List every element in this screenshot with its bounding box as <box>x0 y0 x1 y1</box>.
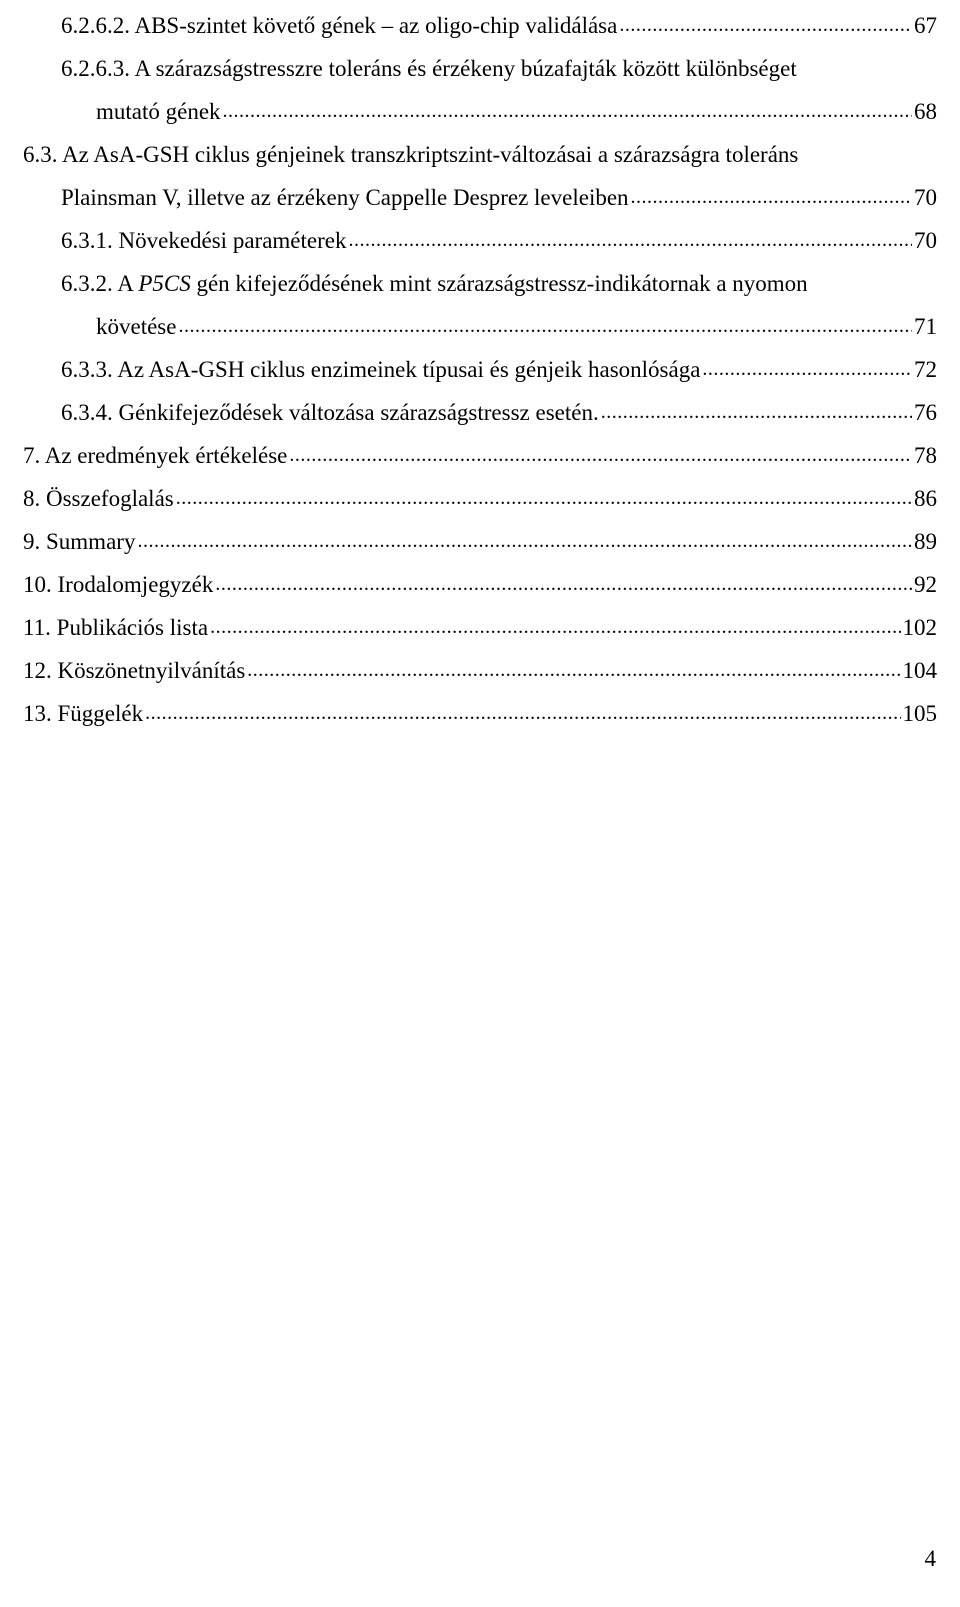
toc-entry-6-3[interactable] <box>61 183 937 213</box>
toc-entry-page: 102 <box>902 615 937 640</box>
toc-entry-title: 11. Publikációs lista <box>23 615 209 640</box>
toc-entry-6-2-6-2[interactable] <box>61 11 937 41</box>
toc-entry-title: 12. Köszönetnyilvánítás <box>23 658 246 683</box>
dot-leader <box>210 613 900 643</box>
dot-leader <box>215 570 912 600</box>
toc-entry-title: 6.3.1. Növekedési paraméterek <box>61 228 347 253</box>
toc-entry-page: 70 <box>914 228 937 253</box>
toc-entry-8[interactable] <box>23 484 937 514</box>
toc-entry-title: 13. Függelék <box>23 701 144 726</box>
toc-entry-suffix: gén kifejeződésének mint szárazságstressz-indikátornak a nyomon <box>190 271 808 296</box>
toc-entry-page: 70 <box>914 185 937 210</box>
toc-entry-title: 7. Az eredmények értékelése <box>23 443 288 468</box>
dot-leader <box>137 527 912 557</box>
toc-entry-title: követése <box>96 314 177 339</box>
toc-entry-title: 6.2.6.2. ABS-szintet követő gének – az oligo-chip validálása <box>61 13 618 38</box>
toc-entry-title: 6.3.4. Génkifejeződések változása szárazságstressz esetén. <box>61 400 599 425</box>
toc-entry-prefix: 6.3.2. A <box>61 271 139 296</box>
toc-entry-6-3-2[interactable] <box>96 312 937 342</box>
toc-entry-page: 78 <box>914 443 937 468</box>
toc-entry-title: 6.3.3. Az AsA-GSH ciklus enzimeinek típusai és génjeik hasonlósága <box>61 357 701 382</box>
dot-leader <box>619 11 912 41</box>
dot-leader <box>631 183 912 213</box>
toc-entry-title: mutató gének <box>96 99 221 124</box>
gene-name: P5CS <box>138 271 191 296</box>
toc-entry-title: 8. Összefoglalás <box>23 486 174 511</box>
toc-entry-6-3-3[interactable] <box>61 355 937 385</box>
toc-entry-12[interactable] <box>23 656 937 686</box>
toc-entry-6-3-1[interactable] <box>61 226 937 256</box>
toc-entry-page: 86 <box>914 486 937 511</box>
toc-entry-13[interactable] <box>23 699 937 729</box>
toc-entry-page: 92 <box>914 572 937 597</box>
page-number: 4 <box>924 1546 936 1571</box>
toc-entry-page: 104 <box>902 658 937 683</box>
toc-entry-page: 105 <box>902 701 937 726</box>
dot-leader <box>176 484 912 514</box>
dot-leader <box>348 226 912 256</box>
dot-leader <box>178 312 912 342</box>
toc-entry-6-3-2-line1[interactable] <box>61 269 808 299</box>
toc-entry-page: 71 <box>914 314 937 339</box>
toc-entry-9[interactable] <box>23 527 937 557</box>
toc-entry-title: Plainsman V, illetve az érzékeny Cappelle Desprez leveleiben <box>61 185 629 210</box>
toc-entry-page: 89 <box>914 529 937 554</box>
dot-leader <box>601 398 912 428</box>
toc-entry-11[interactable] <box>23 613 937 643</box>
toc-entry-page: 72 <box>914 357 937 382</box>
toc-entry-6-3-4[interactable] <box>61 398 937 428</box>
toc-entry-title: 9. Summary <box>23 529 136 554</box>
table-of-contents <box>0 0 960 760</box>
dot-leader <box>289 441 912 471</box>
dot-leader <box>223 97 912 127</box>
toc-entry-10[interactable] <box>23 570 937 600</box>
toc-entry-title: 10. Irodalomjegyzék <box>23 572 214 597</box>
toc-entry-page: 67 <box>914 13 937 38</box>
toc-entry-page: 68 <box>914 99 937 124</box>
toc-entry-6-2-6-3-line1[interactable]: 6.2.6.3. A szárazságstresszre toleráns és érzékeny búzafajták között különbséget <box>61 56 797 81</box>
dot-leader <box>702 355 912 385</box>
toc-entry-7[interactable] <box>23 441 937 471</box>
toc-entry-page: 76 <box>914 400 937 425</box>
dot-leader <box>247 656 900 686</box>
toc-entry-6-3-line1[interactable]: 6.3. Az AsA-GSH ciklus génjeinek transzkriptszint-változásai a szárazságra toleráns <box>23 142 799 167</box>
toc-entry-6-2-6-3[interactable] <box>96 97 937 127</box>
dot-leader <box>145 699 900 729</box>
